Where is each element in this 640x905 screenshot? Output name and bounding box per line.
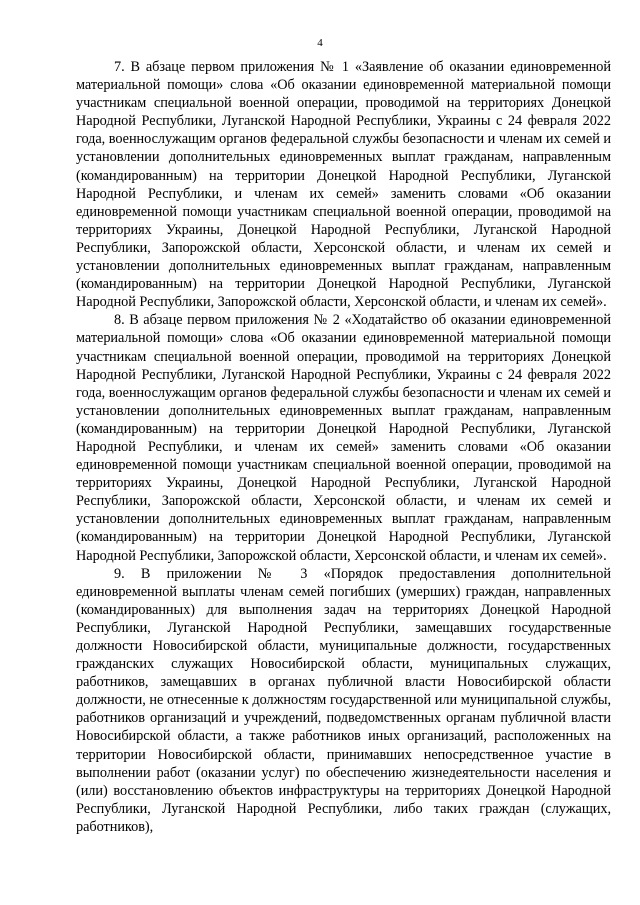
paragraph-item-8: 8. В абзаце первом приложения № 2 «Ходатайство об оказании единовременной материальной помощи» слова «Об оказании единовременной материальной помощи участникам специальной военной операции, проводимой на территориях Донецкой Народной Республики, Луганской Народной Республики, Украины с 24 февраля 2022 года, военнослужащим органов федеральной службы безопасности и членам их семей и установлении дополнительных единовременных выплат гражданам, направленным (командированным) на территории Донецкой Народной Республики, Луганской Народной Республики, и членам их семей» заменить словами «Об оказании единовременной помощи участникам специальной военной операции, проводимой на территориях Украины, Донецкой Народной Республики, Луганской Народной Республики, Запорожской области, Херсонской области, и членам их семей и установлении дополнительных единовременных выплат гражданам, направленным (командированным) на территории Донецкой Народной Республики, Луганской Народной Республики, Запорожской области, Херсонской области, и членам их семей». bbox=[76, 312, 611, 564]
paragraph-item-7: 7. В абзаце первом приложения № 1 «Заявление об оказании единовременной материальной помощи» слова «Об оказании единовременной материальной помощи участникам специальной военной операции, проводимой на территориях Донецкой Народной Республики, Луганской Народной Республики, Украины с 24 февраля 2022 года, военнослужащим органов федеральной службы безопасности и членам их семей и установлении дополнительных единовременных выплат гражданам, направленным (командированным) на территории Донецкой Народной Республики, Луганской Народной Республики, и членам их семей» заменить словами «Об оказании единовременной помощи участникам специальной военной операции, проводимой на территориях Украины, Донецкой Народной Республики, Луганской Народной Республики, Запорожской области, Херсонской области, и членам их семей и установлении дополнительных единовременных выплат гражданам, направленным (командированным) на территории Донецкой Народной Республики, Луганской Народной Республики, Запорожской области, Херсонской области, и членам их семей». bbox=[76, 59, 611, 311]
paragraph-item-9: 9. В приложении № 3 «Порядок предоставления дополнительной единовременной выплаты членам семей погибших (умерших) граждан, направленных (командированных) для выполнения задач на территориях Донецкой Народной Республики, Луганской Народной Республики, замещавших государственные должности Новосибирской области, муниципальные должности, государственных гражданских служащих Новосибирской области, муниципальных служащих, работников, замещавших в органах публичной власти Новосибирской области должности, не отнесенные к должностям государственной или муниципальной службы, работников организаций и учреждений, подведомственных органам публичной власти Новосибирской области, а также работников иных организаций, расположенных на территории Новосибирской области, принимавших непосредственное участие в выполнении работ (оказании услуг) по обеспечению жизнедеятельности населения и (или) восстановлению объектов инфраструктуры на территориях Донецкой Народной Республики, Луганской Народной Республики, либо таких граждан (служащих, работников), bbox=[76, 565, 611, 835]
document-body bbox=[76, 58, 611, 836]
page-number: 4 bbox=[317, 37, 323, 49]
